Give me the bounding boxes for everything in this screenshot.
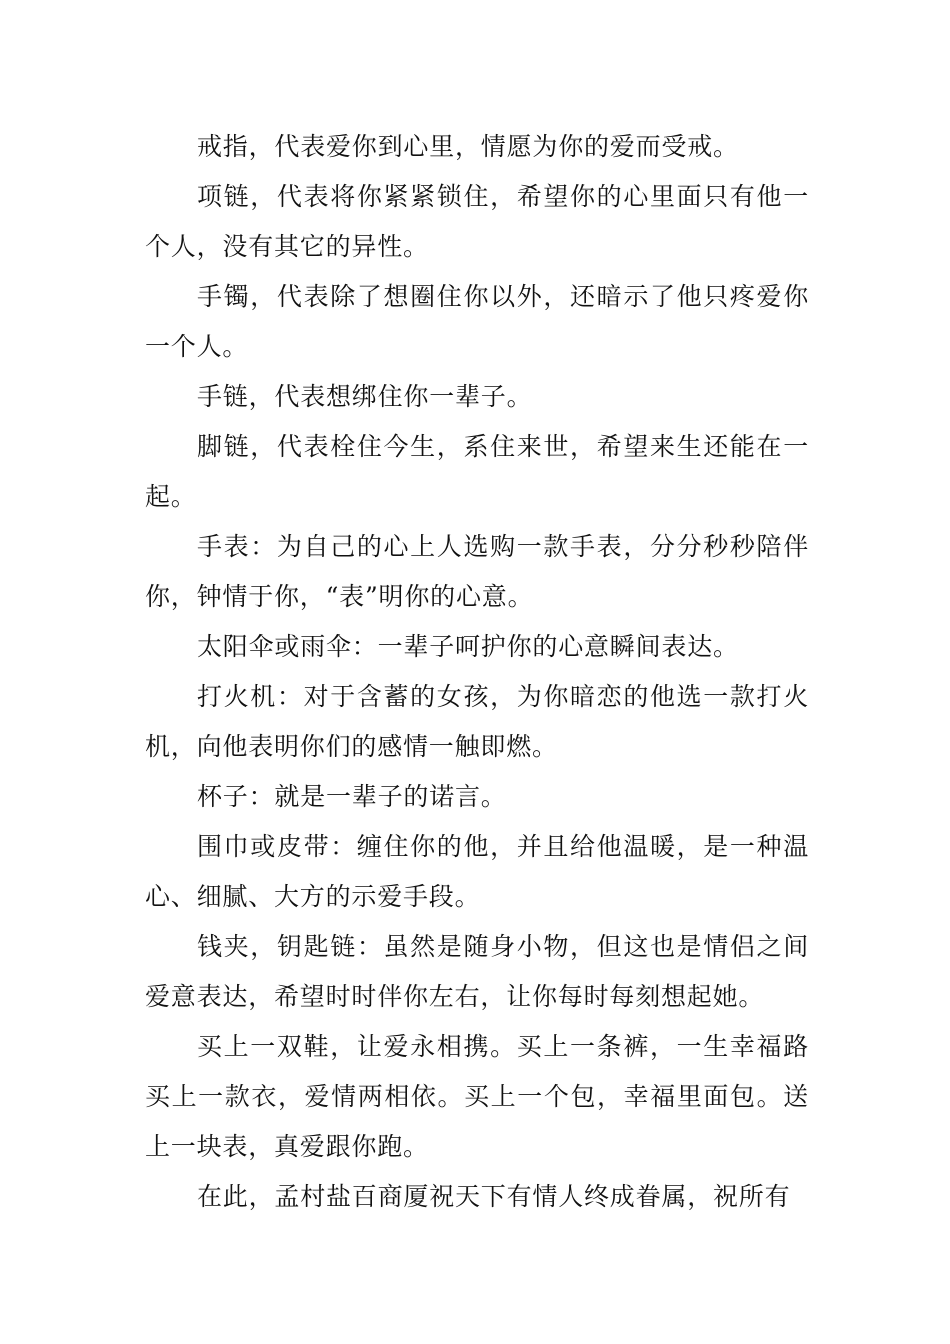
paragraph-wallet-keychain: 钱夹，钥匙链：虽然是随身小物，但这也是情侣之间爱意表达，希望时时伴你左右，让你每时每刻想起她。: [145, 932, 809, 1011]
body-text: [145, 122, 809, 1222]
paragraph-bracelet: 手链，代表想绑住你一辈子。: [197, 382, 533, 411]
paragraph-scarf-belt: 围巾或皮带：缠住你的他，并且给他温暖，是一种温心、细腻、大方的示爱手段。: [145, 832, 809, 911]
paragraph-anklet: 脚链，代表栓住今生，系住来世，希望来生还能在一起。: [145, 432, 809, 511]
paragraph-lighter: 打火机：对于含蓄的女孩，为你暗恋的他选一款打火机，向他表明你们的感情一触即燃。: [145, 682, 809, 761]
paragraph-necklace: 项链，代表将你紧紧锁住，希望你的心里面只有他一个人，没有其它的异性。: [145, 182, 809, 261]
paragraph-cup: 杯子：就是一辈子的诺言。: [197, 782, 507, 811]
paragraph-watch: 手表：为自己的心上人选购一款手表，分分秒秒陪伴你，钟情于你，“表”明你的心意。: [145, 532, 809, 611]
paragraph-closing: 在此，孟村盐百商厦祝天下有情人终成眷属，祝所有: [197, 1182, 791, 1211]
paragraph-gift-rhymes: 买上一双鞋，让爱永相携。买上一条裤，一生幸福路买上一款衣，爱情两相依。买上一个包，幸福里面包。送上一块表，真爱跟你跑。: [145, 1032, 809, 1161]
paragraph-ring: 戒指，代表爱你到心里，情愿为你的爱而受戒。: [197, 132, 739, 161]
paragraph-umbrella: 太阳伞或雨伞：一辈子呵护你的心意瞬间表达。: [197, 632, 739, 661]
paragraph-bangle: 手镯，代表除了想圈住你以外，还暗示了他只疼爱你一个人。: [145, 282, 809, 361]
